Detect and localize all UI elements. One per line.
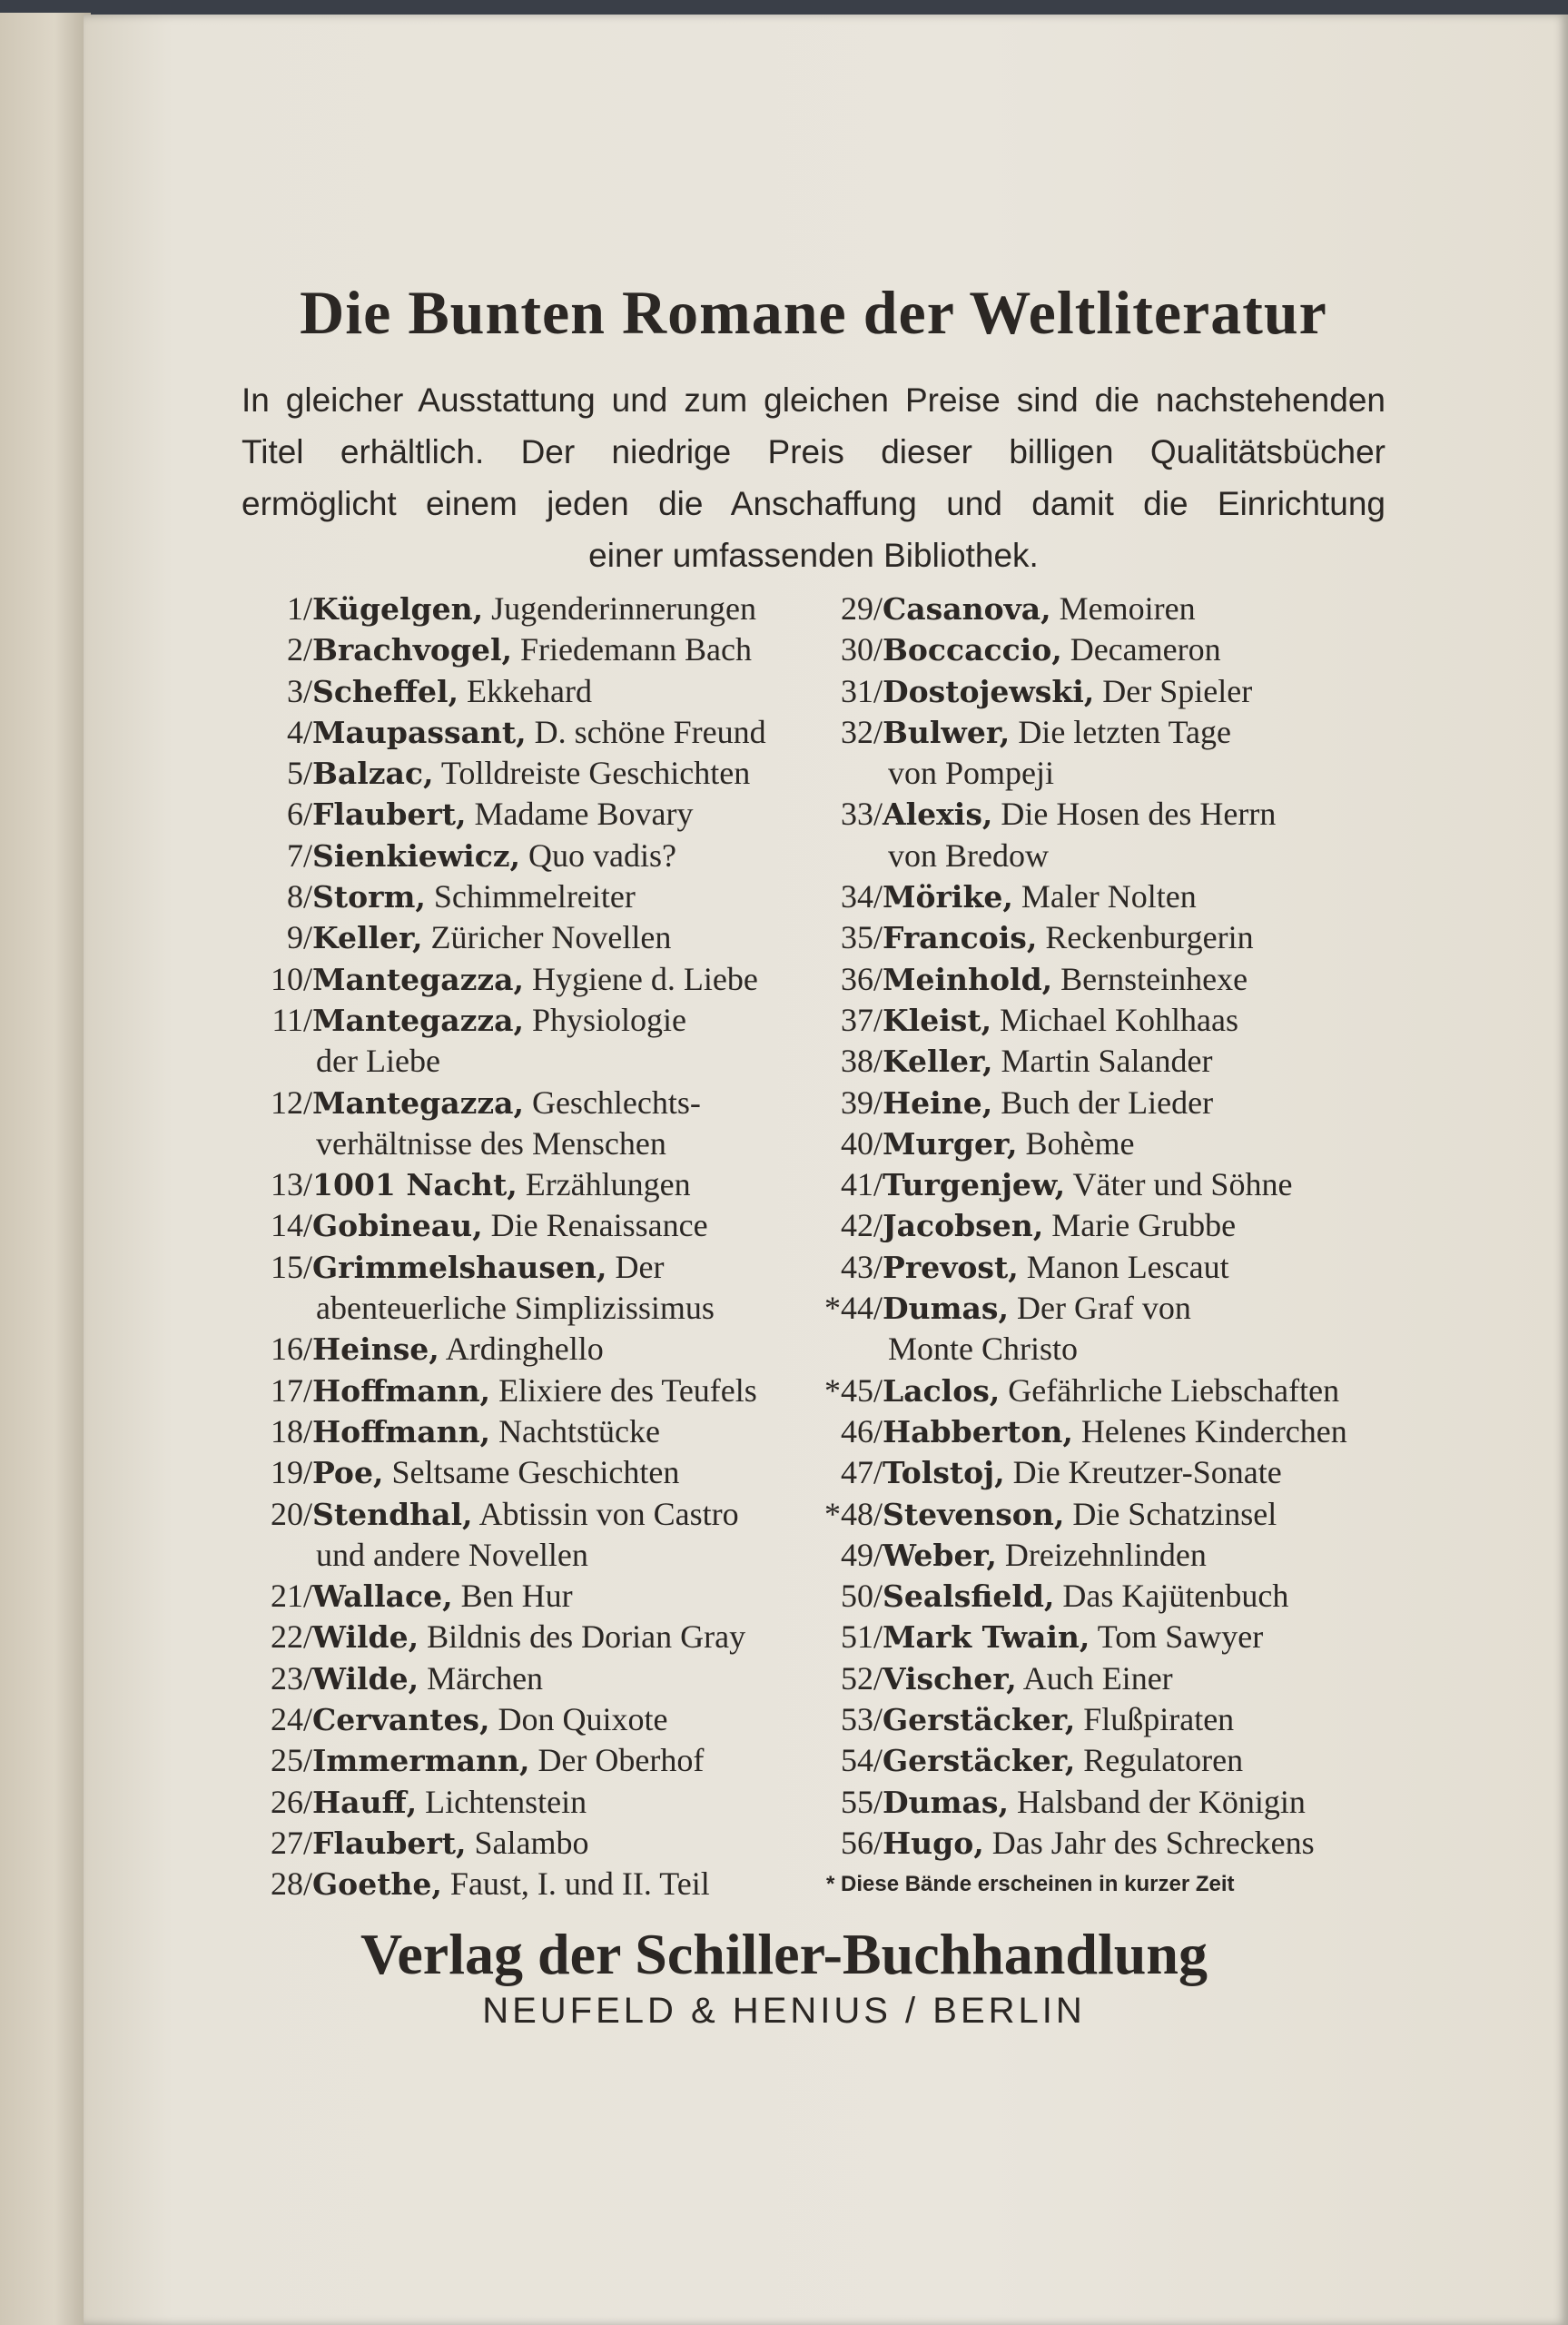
item-number: 53/ [840,1701,883,1738]
list-item [236,1864,766,1905]
item-number: *44/ [823,1290,883,1327]
item-author: Tolstoj, [883,1455,1005,1491]
list-item [236,794,766,835]
item-author: Hoffmann, [312,1413,491,1449]
item-number: *45/ [823,1371,883,1409]
item-number: 23/ [270,1659,312,1697]
item-author: Goethe, [312,1866,442,1903]
list-item [799,1205,1347,1246]
list-item [799,1041,1347,1082]
item-title: Friedemann Bach [520,631,752,668]
item-author: Gerstäcker, [883,1702,1076,1738]
item-number: 6/ [286,796,312,833]
item-title: Ardinghello [445,1331,604,1368]
item-number: 22/ [270,1618,312,1656]
item-author: Jacobsen, [883,1208,1044,1244]
item-author: Stevenson, [883,1496,1065,1532]
item-number: 41/ [840,1166,883,1203]
item-number: 13/ [270,1166,312,1203]
list-item [799,1823,1347,1864]
item-title: Manon Lescaut [1026,1248,1229,1285]
item-number: 27/ [270,1824,312,1861]
item-number: 4/ [286,713,312,750]
list-item [236,1164,766,1205]
list-item [799,1782,1347,1823]
item-number: 38/ [840,1043,883,1080]
item-author: 1001 Nacht, [312,1167,518,1203]
list-item [236,1452,766,1493]
item-number: 37/ [840,1001,883,1038]
item-title: Memoiren [1059,590,1196,627]
list-item [799,917,1347,958]
item-author: Wallace, [312,1578,453,1615]
item-number: 51/ [840,1618,883,1656]
item-number: 3/ [286,672,312,709]
item-number: 20/ [270,1495,312,1532]
item-author: Sienkiewicz, [312,837,521,874]
list-item [236,712,766,753]
item-number: 5/ [286,755,312,792]
item-title: Ben Hur [460,1578,573,1615]
item-title: Lichtenstein [425,1783,587,1820]
item-title: Bernsteinhexe [1060,960,1248,997]
item-title: Elixiere des Teufels [498,1371,757,1409]
list-item [799,1411,1347,1452]
item-title: Buch der Lieder [1001,1083,1214,1121]
list-item [799,1452,1347,1493]
item-title: Züricher Novellen [430,919,672,956]
item-author: Mörike, [883,879,1013,915]
list-item [799,1699,1347,1740]
item-title: Quo vadis? [528,836,676,874]
list-item [799,1576,1347,1617]
item-title: Das Kajütenbuch [1062,1578,1289,1615]
item-number: 28/ [270,1865,312,1903]
list-item [236,629,766,670]
item-author: Storm, [312,879,426,915]
item-title-continued: und andere Novellen [316,1536,588,1573]
publisher-name: Verlag der Schiller-Buchhandlung [360,1922,1208,1986]
list-item [236,1658,766,1699]
list-item [799,1370,1347,1411]
item-title: Auch Einer [1022,1659,1173,1697]
item-author: Prevost, [883,1249,1019,1285]
item-title: Das Jahr des Schreckens [991,1824,1315,1861]
item-author: Murger, [883,1125,1018,1162]
item-title-continued: abenteuerliche Simplizissimus [316,1290,715,1327]
item-title: Don Quixote [498,1701,668,1738]
list-item [236,959,766,1000]
item-author: Cervantes, [312,1702,490,1738]
intro-line: Titel erhältlich. Der niedrige Preis dieser billigen Qualitätsbücher [242,433,1386,470]
item-title: Die Hosen des Herrn [1001,796,1277,833]
item-author: Kleist, [883,1002,992,1038]
item-title: D. schöne Freund [534,713,766,750]
intro-paragraph [242,374,1386,581]
item-number: 31/ [840,672,883,709]
item-author: Weber, [883,1537,997,1573]
item-author: Mantegazza, [312,961,524,997]
item-title: Die Schatzinsel [1072,1495,1277,1532]
item-number: 19/ [270,1454,312,1491]
list-item [236,1699,766,1740]
item-author: Immermann, [312,1743,530,1779]
item-title-continued: von Bredow [888,836,1049,874]
item-author: Grimmelshausen, [312,1249,607,1285]
item-title: Gefährliche Liebschaften [1008,1371,1340,1409]
item-number: 46/ [840,1412,883,1449]
list-item [799,629,1347,670]
item-title: Der Graf von [1016,1290,1191,1327]
item-title: Väter und Söhne [1072,1166,1293,1203]
item-author: Gobineau, [312,1208,483,1244]
item-number: 50/ [840,1578,883,1615]
item-number: 21/ [270,1578,312,1615]
list-item [799,1658,1347,1699]
item-title: Decameron [1070,631,1221,668]
list-item [799,1740,1347,1781]
list-item [799,1617,1347,1657]
item-title: Martin Salander [1001,1043,1213,1080]
item-author: Laclos, [883,1372,1001,1409]
item-author: Heinse, [312,1331,439,1368]
item-number: 35/ [840,919,883,956]
list-item [236,1617,766,1657]
item-author: Dumas, [883,1291,1009,1327]
item-number: 36/ [840,960,883,997]
list-item [236,1494,766,1535]
item-title: Bildnis des Dorian Gray [427,1618,746,1656]
item-number: 11/ [271,1001,312,1038]
item-author: Mantegazza, [312,1002,524,1038]
intro-line: In gleicher Ausstattung und zum gleichen Preise sind die nachstehenden [242,381,1386,419]
item-author: Keller, [312,920,423,956]
item-author: Poe, [312,1455,384,1491]
list-item [236,1247,766,1288]
item-author: Dumas, [883,1784,1009,1820]
item-author: Stendhal, [312,1496,473,1532]
page-title: Die Bunten Romane der Weltliteratur [300,278,1327,347]
list-item [236,1576,766,1617]
item-author: Bulwer, [883,714,1011,750]
item-author: Keller, [883,1044,993,1080]
item-title: Tolldreiste Geschichten [440,755,751,792]
item-title-continued: von Pompeji [888,755,1055,792]
item-number: 25/ [270,1742,312,1779]
item-number: 42/ [840,1207,883,1244]
item-number: 1/ [286,590,312,627]
list-item [236,589,766,629]
item-author: Heine, [883,1084,993,1121]
item-title: Ekkehard [467,672,592,709]
item-author: Turgenjew, [883,1167,1066,1203]
item-number: 29/ [840,590,883,627]
item-title: Madame Bovary [474,796,694,833]
item-number: 49/ [840,1536,883,1573]
item-title-continued: Monte Christo [888,1331,1079,1368]
item-number: 9/ [286,919,312,956]
item-number: 26/ [270,1783,312,1820]
item-title: Regulatoren [1083,1742,1244,1779]
item-author: Brachvogel, [312,632,513,668]
item-author: Scheffel, [312,673,459,709]
item-number: 33/ [840,796,883,833]
item-title-continued: verhältnisse des Menschen [316,1124,666,1162]
list-item [236,1000,766,1041]
item-title: Helenes Kinderchen [1080,1412,1347,1449]
item-number: *48/ [823,1495,883,1532]
list-item [799,671,1347,712]
list-item [236,1411,766,1452]
item-title: Halsband der Königin [1016,1783,1306,1820]
item-title: Maler Nolten [1021,878,1197,915]
item-title: Salambo [474,1824,589,1861]
item-number: 55/ [840,1783,883,1820]
list-item [799,1247,1347,1288]
list-item [799,876,1347,917]
list-item [236,917,766,958]
item-number: 32/ [840,713,883,750]
item-number: 39/ [840,1083,883,1121]
item-author: Hugo, [883,1825,984,1861]
item-number: 47/ [840,1454,883,1491]
item-author: Wilde, [312,1619,419,1656]
item-title: Flußpiraten [1083,1701,1235,1738]
item-number: 54/ [840,1742,883,1779]
item-author: Wilde, [312,1660,419,1697]
list-item [236,1370,766,1411]
list-item [799,959,1347,1000]
item-number: 14/ [270,1207,312,1244]
item-number: 56/ [840,1824,883,1861]
item-author: Boccaccio, [883,632,1062,668]
item-author: Meinhold, [883,961,1053,997]
item-author: Dostojewski, [883,673,1095,709]
item-author: Flaubert, [312,796,467,833]
item-author: Hoffmann, [312,1372,491,1409]
item-author: Mantegazza, [312,1084,524,1121]
item-title: Geschlechts- [531,1083,701,1121]
item-number: 17/ [270,1371,312,1409]
list-item [236,1205,766,1246]
list-item [799,712,1347,753]
item-title: Marie Grubbe [1051,1207,1237,1244]
item-title: Seltsame Geschichten [391,1454,680,1491]
item-title: Die letzten Tage [1018,713,1232,750]
item-number: 15/ [270,1248,312,1285]
item-author: Hauff, [312,1784,418,1820]
list-item [236,876,766,917]
item-title: Physiologie [531,1001,686,1038]
item-title: Tom Sawyer [1097,1618,1264,1656]
item-title: Jugenderinnerungen [491,590,757,627]
item-title: Bohème [1025,1124,1135,1162]
item-number: 52/ [840,1659,883,1697]
item-title: Märchen [427,1659,544,1697]
item-title: Reckenburgerin [1045,919,1254,956]
item-title: Abtissin von Castro [478,1495,739,1532]
item-title: Der Oberhof [537,1742,705,1779]
item-number: 30/ [840,631,883,668]
list-item [799,1000,1347,1041]
item-title: Faust, I. und II. Teil [449,1865,710,1903]
item-author: Kügelgen, [312,591,484,627]
item-title-continued: der Liebe [316,1043,440,1080]
item-title: Nachtstücke [498,1412,660,1449]
item-author: Habberton, [883,1413,1073,1449]
item-author: Casanova, [883,591,1051,627]
item-title: Die Kreutzer-Sonate [1012,1454,1282,1491]
list-item [799,1535,1347,1576]
item-title: Hygiene d. Liebe [531,960,758,997]
list-item [799,589,1347,629]
item-number: 8/ [286,878,312,915]
list-item [236,836,766,876]
item-title: Erzählungen [525,1166,691,1203]
list-item [236,1083,766,1123]
list-item [799,794,1347,835]
list-item [236,1740,766,1781]
item-author: Maupassant, [312,714,527,750]
item-title: Der Spieler [1102,672,1253,709]
list-item [236,1329,766,1370]
item-number: 43/ [840,1248,883,1285]
item-number: 24/ [270,1701,312,1738]
list-item [799,1083,1347,1123]
item-title: Die Renaissance [490,1207,708,1244]
intro-line: ermöglicht einem jeden die Anschaffung und damit die Einrichtung [242,485,1386,522]
list-item [236,1823,766,1864]
title-list-right [799,589,1347,1905]
item-author: Alexis, [883,796,993,833]
item-author: Sealsfield, [883,1578,1055,1615]
list-item [236,671,766,712]
item-number: 34/ [840,878,883,915]
item-number: 10/ [270,960,312,997]
list-item [799,1494,1347,1535]
list-item [236,753,766,794]
item-author: Flaubert, [312,1825,467,1861]
item-title: Schimmelreiter [433,878,636,915]
item-author: Vischer, [883,1660,1017,1697]
item-number: 40/ [840,1124,883,1162]
item-number: 12/ [270,1083,312,1121]
item-number: 2/ [286,631,312,668]
list-item [799,1288,1347,1329]
item-author: Mark Twain, [883,1619,1090,1656]
list-item [236,1782,766,1823]
title-list-left [236,589,766,1905]
item-title: Der [615,1248,665,1285]
item-author: Francois, [883,920,1038,956]
list-item [799,1123,1347,1164]
item-title: Dreizehnlinden [1004,1536,1207,1573]
intro-line: einer umfassenden Bibliothek. [588,537,1039,574]
publisher-city: NEUFELD & HENIUS / BERLIN [482,1991,1086,2031]
item-title: Michael Kohlhaas [1000,1001,1238,1038]
item-number: 18/ [270,1412,312,1449]
item-number: 16/ [270,1331,312,1368]
item-author: Balzac, [312,756,434,792]
list-item [799,1164,1347,1205]
item-number: 7/ [286,836,312,874]
footnote: * Diese Bände erscheinen in kurzer Zeit [826,1872,1235,1897]
item-author: Gerstäcker, [883,1743,1076,1779]
